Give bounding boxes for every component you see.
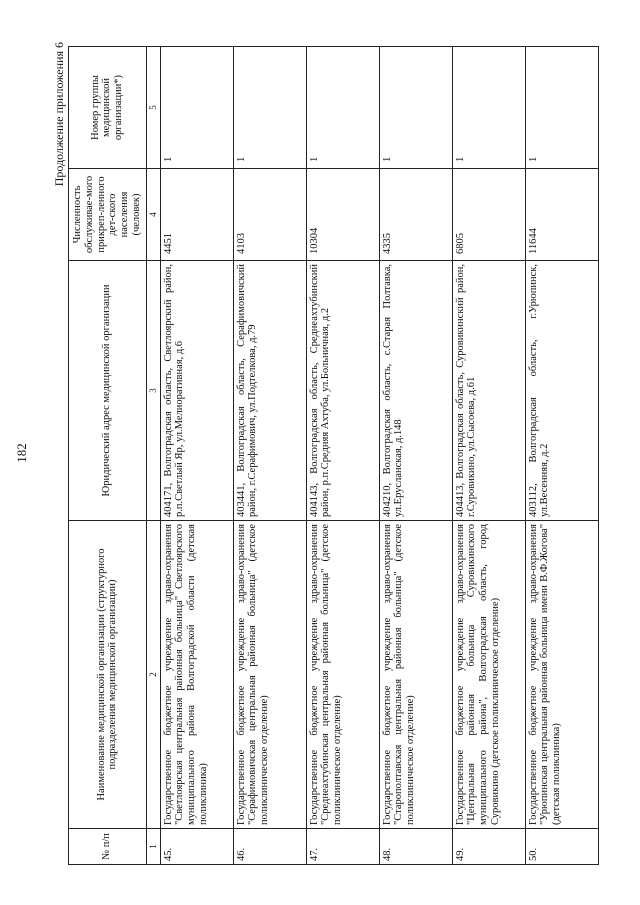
- row-number: 49.: [452, 829, 525, 865]
- header-number: № п/п: [69, 829, 147, 865]
- column-number: 2: [146, 521, 160, 829]
- row-number: 45.: [160, 829, 233, 865]
- legal-address: 404171, Волгоградская область, Светлоярский район, р.п.Светлый Яр, ул.Мелиоративная, д.6: [160, 261, 233, 521]
- table-row: [379, 47, 452, 865]
- child-population: 10304: [306, 169, 379, 261]
- page-number: 182: [14, 443, 29, 463]
- child-population: 11644: [525, 169, 598, 261]
- group-number: 1: [160, 47, 233, 169]
- child-population: 4103: [233, 169, 306, 261]
- column-number: 4: [146, 169, 160, 261]
- header-legal-address: Юридический адрес медицинской организации: [69, 261, 147, 521]
- legal-address: 403112, Волгоградская область, г.Урюпинск, ул.Весенняя, д.2: [525, 261, 598, 521]
- column-number: 5: [146, 47, 160, 169]
- header-organization-name: Наименование медицинской организации (структурного подразделения медицинской организации): [69, 521, 147, 829]
- appendix-continuation-note: Продолжение приложения 6: [52, 42, 66, 187]
- table-row: [525, 47, 598, 865]
- legal-address: 403441, Волгоградская область, Серафимовичский район, г.Серафимович, ул.Подтелкова, д.79: [233, 261, 306, 521]
- header-population: Численность обслуживае-мого прикреп-ленного дет-ского населения (человек): [69, 169, 147, 261]
- row-number: 47.: [306, 829, 379, 865]
- row-number: 48.: [379, 829, 452, 865]
- group-number: 1: [306, 47, 379, 169]
- row-number: 50.: [525, 829, 598, 865]
- child-population: 6805: [452, 169, 525, 261]
- organization-name: Государственное бюджетное учреждение здраво-охранения "Серафимовичская центральная районная больница" (детское поликлиническое отделение): [233, 521, 306, 829]
- legal-address: 404210, Волгоградская область, с.Старая Полтавка, ул.Ерусланская, д.148: [379, 261, 452, 521]
- group-number: 1: [525, 47, 598, 169]
- column-number: 3: [146, 261, 160, 521]
- group-number: 1: [233, 47, 306, 169]
- table-row: [160, 47, 233, 865]
- table-row: [306, 47, 379, 865]
- legal-address: 404413, Волгоградская область, Суровикинский район, г.Суровикино, ул.Сысоева, д.61: [452, 261, 525, 521]
- legal-address: 404143, Волгоградская область, Среднеахтубинский район, р.п.Средняя Ахтуба, ул.Больничная, д.2: [306, 261, 379, 521]
- child-population: 4335: [379, 169, 452, 261]
- child-population: 4451: [160, 169, 233, 261]
- header-group-number: Номер группы медицинской организации*): [69, 47, 147, 169]
- organization-name: Государственное бюджетное учреждение здраво-охранения "Центральная районная больница Суровикинского муниципального района", Волгоградская область, город Суровикино (детское поликлиническое отделение): [452, 521, 525, 829]
- column-number-row: [146, 47, 160, 865]
- table-header-row: [69, 47, 147, 865]
- group-number: 1: [452, 47, 525, 169]
- column-number: 1: [146, 829, 160, 865]
- organization-name: Государственное бюджетное учреждение здраво-охранения "Среднеахтубинская центральная районная больница" (детское поликлиническое отделение): [306, 521, 379, 829]
- organization-name: Государственное бюджетное учреждение здраво-охранения "Старополтавская центральная районная больница" (детское поликлиническое отделение): [379, 521, 452, 829]
- organization-name: Государственное бюджетное учреждение здраво-охранения "Светлоярская центральная районная больница" Светлоярского муниципального района Волгоградской области (детская поликлиника): [160, 521, 233, 829]
- table-row: [452, 47, 525, 865]
- institutions-table: [68, 46, 599, 865]
- organization-name: Государственное бюджетное учреждение здраво-охранения "Урюпинская центральная районная больница имени В.Ф.Жогова" (детская поликлиника): [525, 521, 598, 829]
- row-number: 46.: [233, 829, 306, 865]
- table-row: [233, 47, 306, 865]
- group-number: 1: [379, 47, 452, 169]
